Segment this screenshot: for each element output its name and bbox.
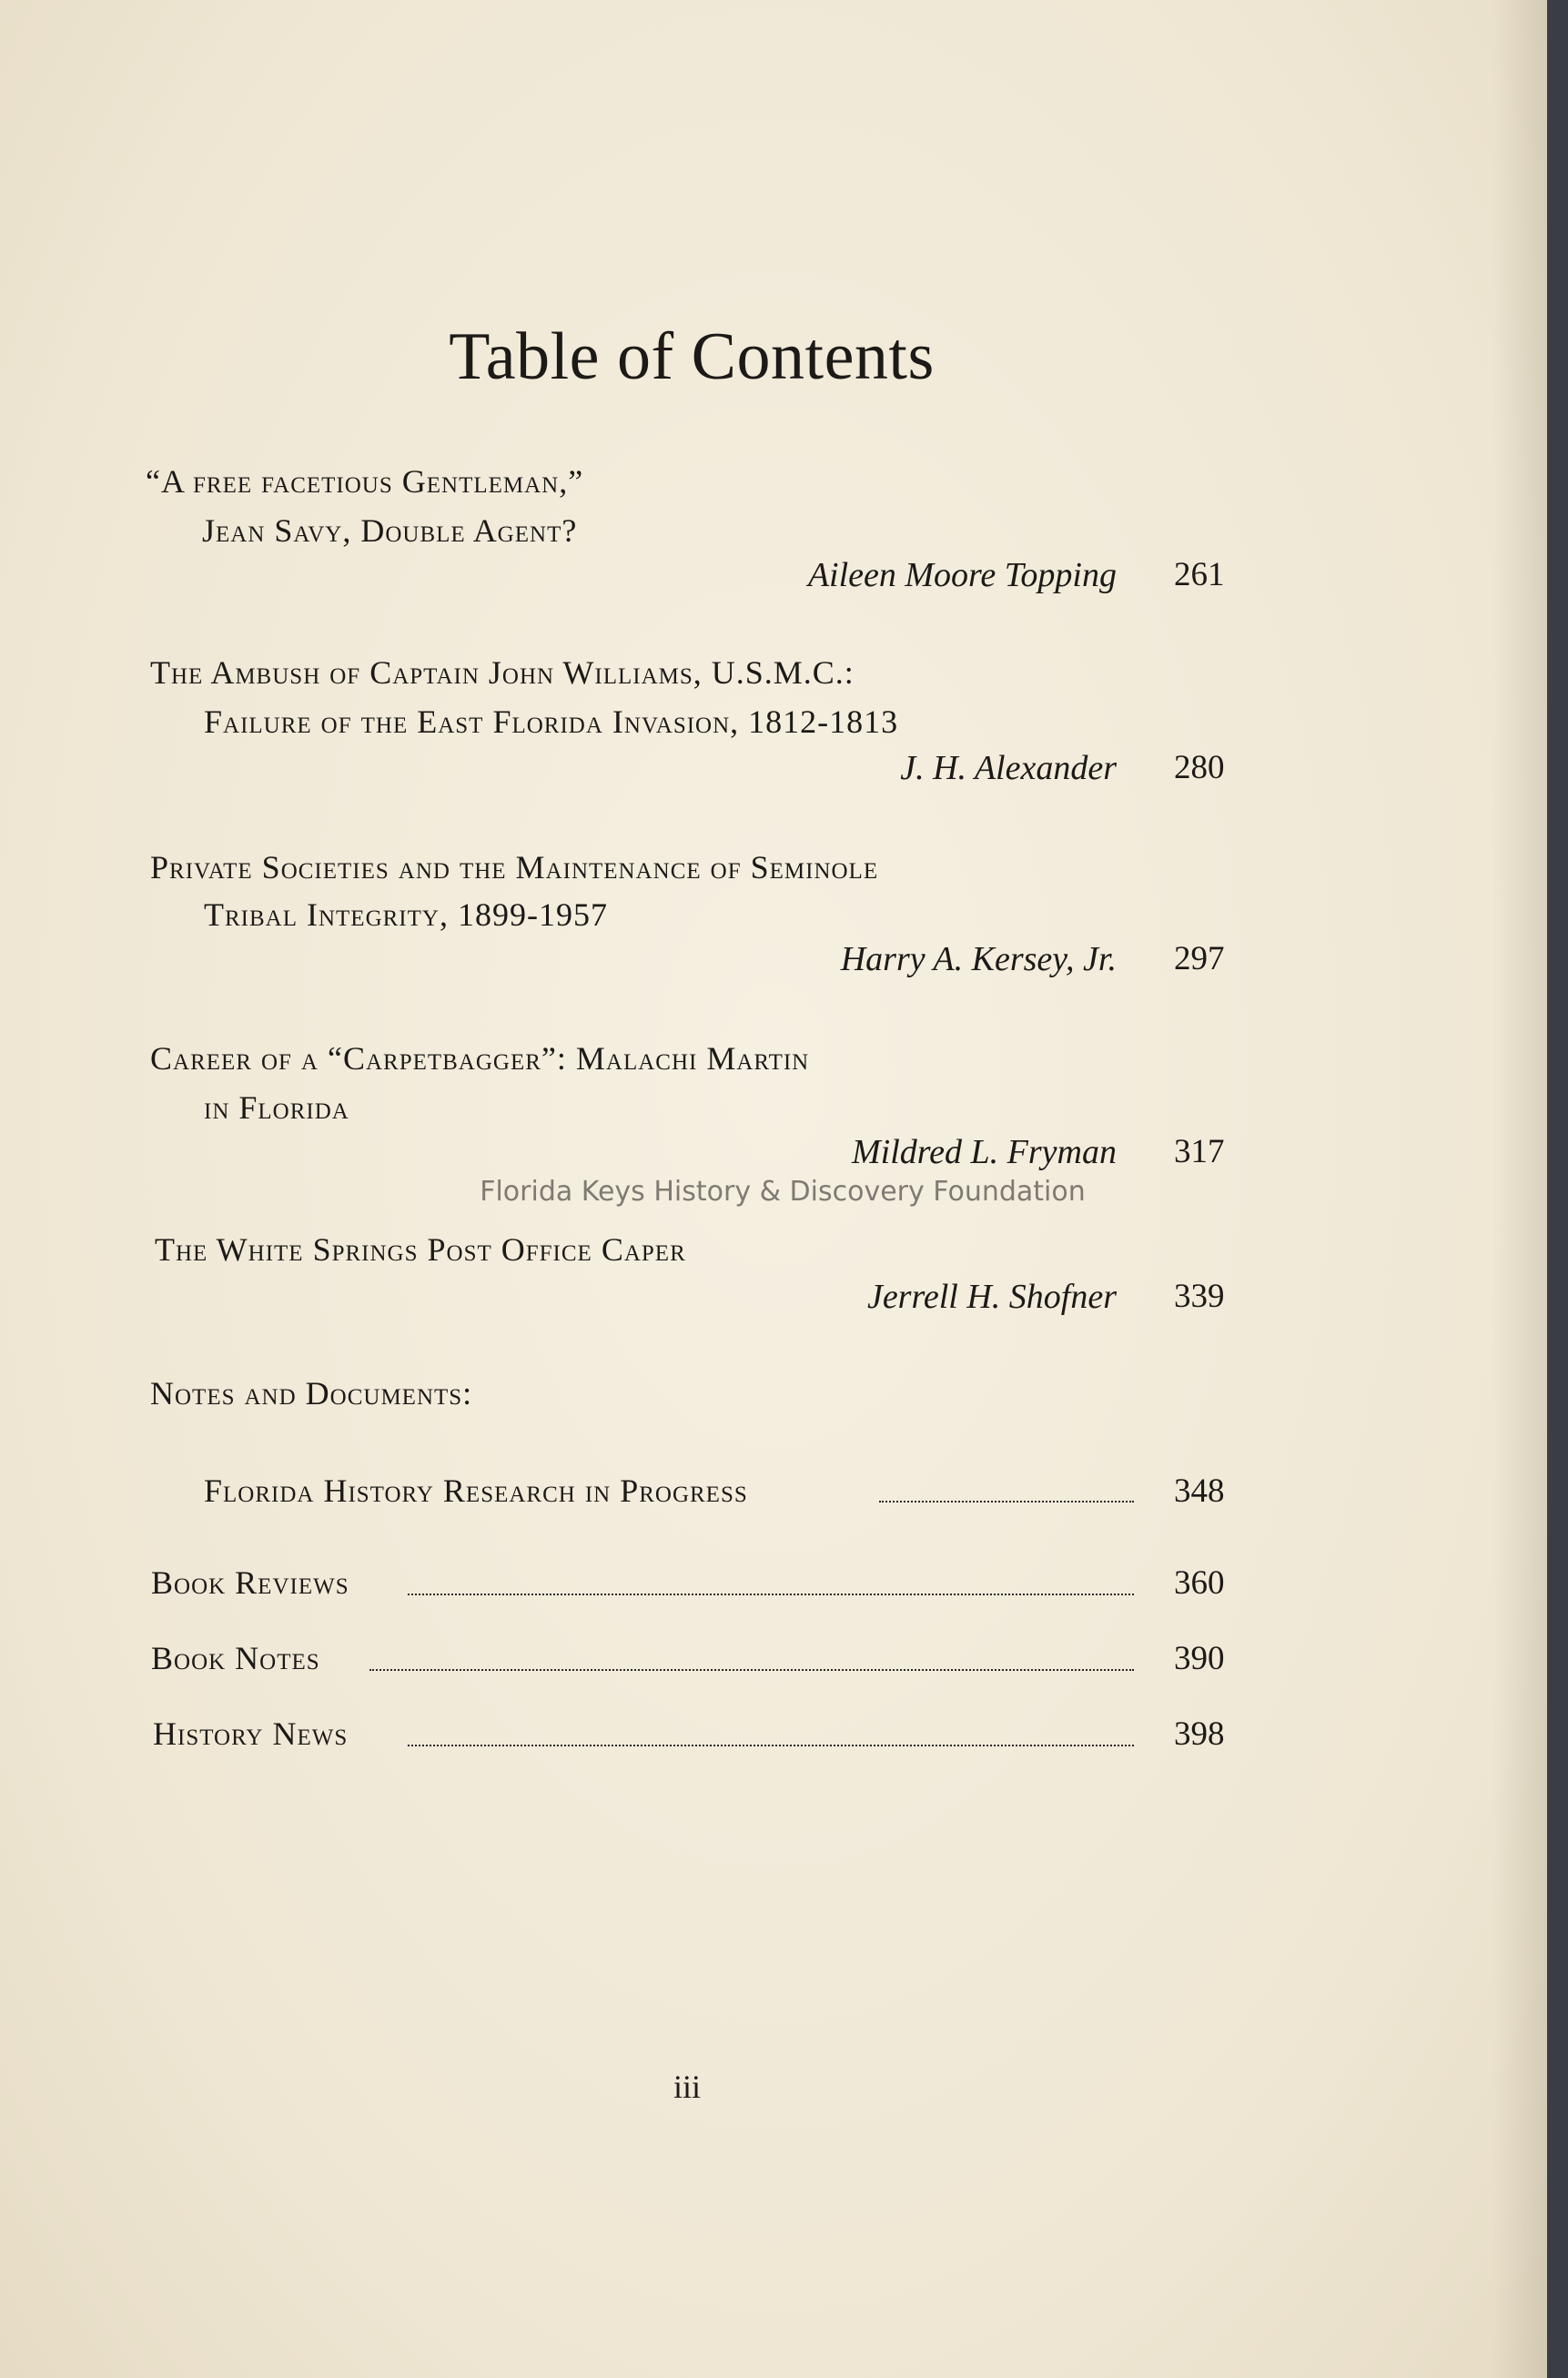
article-author: Harry A. Kersey, Jr.: [840, 940, 1117, 978]
page-title: Table of Contents: [449, 319, 935, 394]
section-book-reviews: Book Reviews: [151, 1564, 349, 1601]
dot-leader: [879, 1498, 1134, 1503]
article-title-line-2: Jean Savy, Double Agent?: [202, 512, 578, 549]
article-page-number: 261: [1174, 556, 1225, 593]
article-title-line-1: The White Springs Post Office Caper: [155, 1231, 686, 1268]
article-author: J. H. Alexander: [900, 749, 1117, 787]
article-page-number: 280: [1174, 749, 1225, 786]
article-title-line-2: Tribal Integrity, 1899-1957: [204, 896, 608, 933]
dot-leader: [408, 1742, 1134, 1746]
article-title-line-1: The Ambush of Captain John Williams, U.S.M.C.:: [150, 654, 855, 691]
article-author: Mildred L. Fryman: [852, 1133, 1117, 1171]
notes-item-label: Florida History Research in Progress: [204, 1472, 748, 1509]
article-title-line-1: “A free facetious Gentleman,”: [146, 463, 584, 500]
notes-heading: Notes and Documents:: [150, 1375, 473, 1412]
section-page-number: 390: [1174, 1640, 1225, 1677]
dot-leader: [408, 1591, 1134, 1595]
section-book-notes: Book Notes: [151, 1640, 320, 1676]
article-page-number: 317: [1174, 1133, 1225, 1170]
section-history-news: History News: [153, 1715, 349, 1752]
article-author: Aileen Moore Topping: [807, 556, 1117, 594]
section-page-number: 360: [1174, 1564, 1225, 1602]
article-title-line-1: Career of a “Carpetbagger”: Malachi Martin: [150, 1040, 810, 1077]
dot-leader: [369, 1666, 1134, 1671]
section-page-number: 398: [1174, 1715, 1225, 1753]
watermark-text: Florida Keys History & Discovery Foundation: [480, 1176, 1086, 1208]
article-title-line-2: Failure of the East Florida Invasion, 1812-1813: [204, 703, 899, 740]
article-author: Jerrell H. Shofner: [866, 1278, 1117, 1316]
notes-item-page-number: 348: [1174, 1472, 1225, 1510]
article-title-line-2: in Florida: [204, 1089, 349, 1126]
article-title-line-1: Private Societies and the Maintenance of Seminole: [150, 849, 879, 885]
page-folio: iii: [673, 2069, 701, 2105]
article-page-number: 339: [1174, 1278, 1225, 1315]
article-page-number: 297: [1174, 940, 1225, 977]
